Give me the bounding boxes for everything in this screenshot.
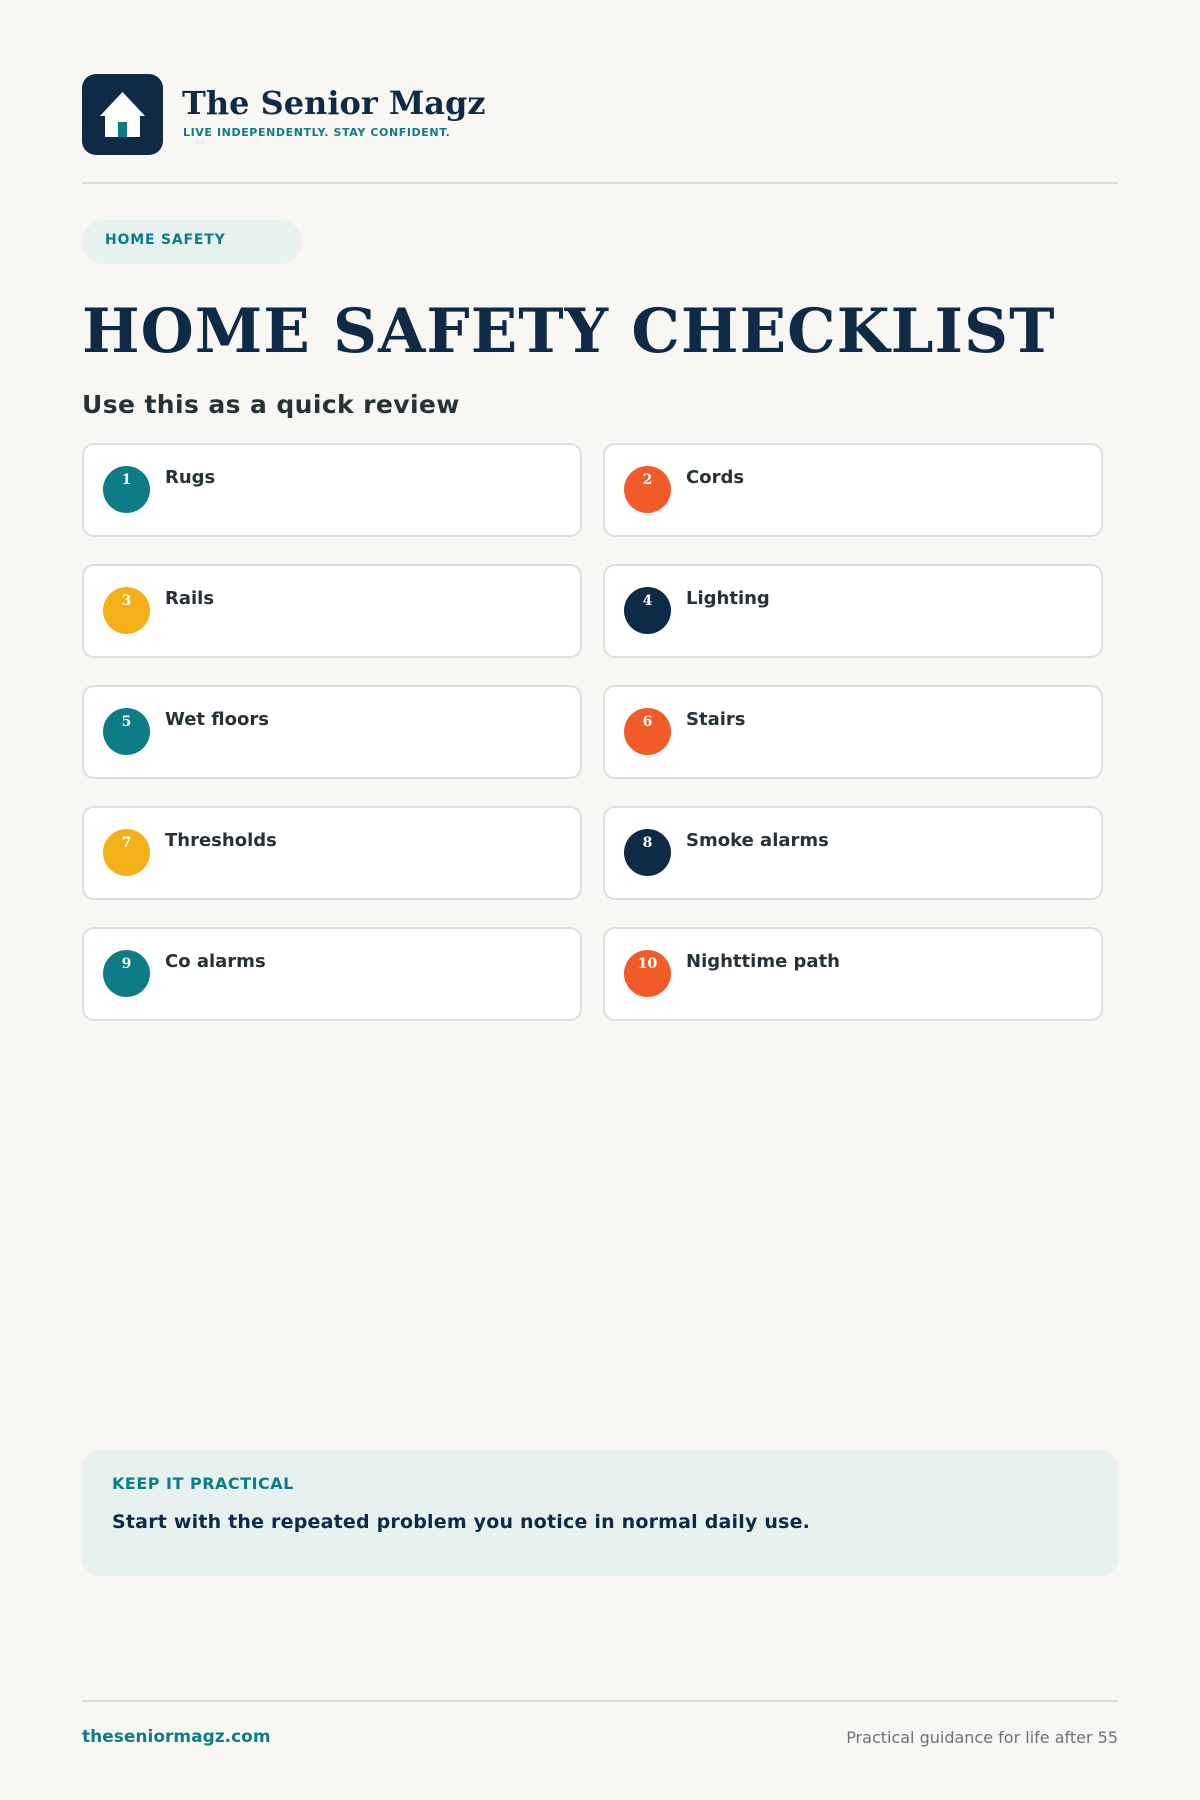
checklist-item xyxy=(82,806,582,900)
item-label: Cords xyxy=(686,467,745,488)
checklist-item xyxy=(82,927,582,1021)
checklist-item xyxy=(82,685,582,779)
item-number-badge: 5 xyxy=(103,708,150,755)
checklist-item xyxy=(82,564,582,658)
checklist-item xyxy=(82,443,582,537)
page-title: HOME SAFETY CHECKLIST xyxy=(82,296,1056,367)
footer-site-link[interactable]: theseniormagz.com xyxy=(82,1727,271,1747)
checklist-item xyxy=(603,564,1103,658)
item-number-badge: 2 xyxy=(624,466,671,513)
masthead xyxy=(82,74,1118,184)
brand-logo xyxy=(82,74,163,155)
item-label: Stairs xyxy=(686,709,746,730)
checklist-item xyxy=(603,927,1103,1021)
item-label: Thresholds xyxy=(165,830,277,851)
practical-tip-callout xyxy=(82,1450,1118,1576)
brand-tagline: LIVE INDEPENDENTLY. STAY CONFIDENT. xyxy=(183,126,451,139)
footer-divider xyxy=(82,1700,1118,1702)
item-number-badge: 7 xyxy=(103,829,150,876)
item-number-badge: 9 xyxy=(103,950,150,997)
brand-name: The Senior Magz xyxy=(182,84,486,122)
item-label: Nighttime path xyxy=(686,951,840,972)
page-subtitle: Use this as a quick review xyxy=(82,390,460,419)
checklist-item xyxy=(603,685,1103,779)
checklist-item xyxy=(603,443,1103,537)
item-label: Lighting xyxy=(686,588,770,609)
category-pill xyxy=(82,220,302,264)
item-number-badge: 10 xyxy=(624,950,671,997)
header-divider xyxy=(82,182,1118,184)
item-label: Rugs xyxy=(165,467,216,488)
item-number-badge: 8 xyxy=(624,829,671,876)
item-label: Wet floors xyxy=(165,709,269,730)
item-number-badge: 3 xyxy=(103,587,150,634)
item-number-badge: 4 xyxy=(624,587,671,634)
footer-note: Practical guidance for life after 55 xyxy=(846,1728,1118,1747)
item-label: Co alarms xyxy=(165,951,266,972)
item-label: Smoke alarms xyxy=(686,830,829,851)
home-icon xyxy=(82,74,163,155)
item-label: Rails xyxy=(165,588,215,609)
callout-text: Start with the repeated problem you notice in normal daily use. xyxy=(112,1511,811,1533)
callout-heading: KEEP IT PRACTICAL xyxy=(112,1474,294,1493)
category-label: HOME SAFETY xyxy=(105,232,226,248)
item-number-badge: 6 xyxy=(624,708,671,755)
checklist-item xyxy=(603,806,1103,900)
item-number-badge: 1 xyxy=(103,466,150,513)
checklist-grid xyxy=(82,443,1103,1021)
